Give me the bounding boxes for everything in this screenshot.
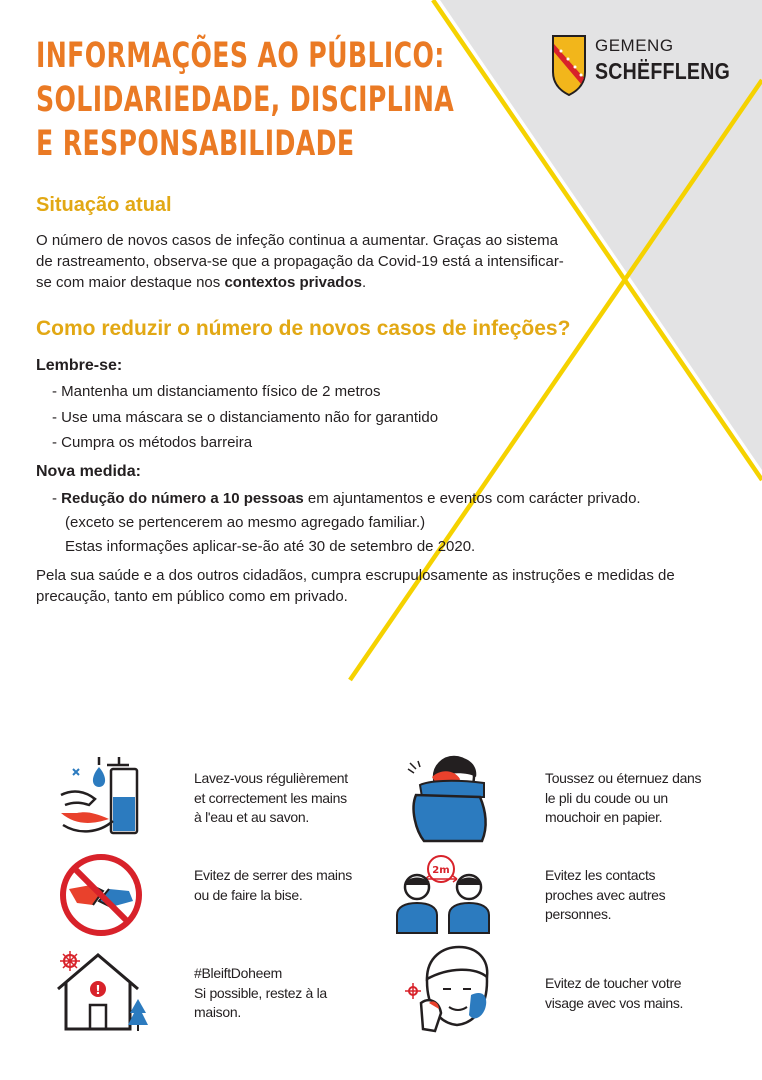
stay-home-icon bbox=[52, 947, 152, 1037]
tip-line: ou de faire la bise. bbox=[194, 886, 303, 903]
logo-line-1: GEMENG bbox=[595, 36, 674, 55]
tip-line: #BleiftDoheem bbox=[194, 965, 282, 981]
page-title bbox=[36, 34, 455, 166]
distance-icon bbox=[395, 851, 495, 941]
new-measure-validity: Estas informações aplicar-se-ão até 30 de setembro de 2020. bbox=[65, 538, 476, 555]
title-line-1: INFORMAÇÕES AO PÚBLICO: bbox=[36, 36, 445, 76]
tip-line: Evitez de toucher votre bbox=[545, 975, 682, 991]
tip-line: Evitez de serrer des mains bbox=[194, 867, 352, 883]
municipality-logo bbox=[551, 34, 741, 96]
elbow-sneeze-icon bbox=[400, 755, 500, 845]
situation-text: O número de novos casos de infeção continua a aumentar. Graças ao sistema de rastreamento, observa-se que a propagação da Covid-19 está a intensificar-se com maior destaque nos bbox=[36, 232, 564, 291]
title-line-3: E RESPONSABILIDADE bbox=[36, 124, 355, 164]
tip-line: Evitez les contacts bbox=[545, 867, 656, 883]
list-item: - Mantenha um distanciamento físico de 2 metros bbox=[52, 379, 438, 405]
tip-text bbox=[194, 866, 352, 905]
tip-line: personnes. bbox=[545, 906, 612, 922]
no-handshake-icon bbox=[55, 851, 155, 941]
coat-of-arms-icon bbox=[551, 34, 587, 96]
hand-washing-icon bbox=[55, 755, 155, 845]
tip-line: Lavez-vous régulièrement bbox=[194, 770, 348, 786]
reduce-heading: Como reduzir o número de novos casos de infeções? bbox=[36, 317, 571, 340]
tip-line: proches avec autres bbox=[545, 886, 666, 903]
new-measure-rest: em ajuntamentos e eventos com carácter privado. bbox=[303, 490, 641, 507]
new-measure-bold: Redução do número a 10 pessoas bbox=[61, 490, 304, 507]
situation-paragraph bbox=[36, 230, 576, 293]
svg-text:!: ! bbox=[95, 983, 101, 997]
tip-line: et correctement les mains bbox=[194, 789, 347, 806]
situation-heading: Situação atual bbox=[36, 194, 172, 216]
tip-line: le pli du coude ou un bbox=[545, 789, 668, 806]
title-line-2: SOLIDARIEDADE, DISCIPLINA bbox=[36, 80, 455, 120]
tip-text bbox=[545, 866, 665, 925]
new-measure-block bbox=[52, 487, 752, 559]
tip-text bbox=[194, 964, 327, 1023]
new-measure-label: Nova medida: bbox=[36, 463, 141, 480]
no-face-touch-icon bbox=[405, 945, 505, 1035]
tip-text bbox=[545, 769, 701, 828]
new-measure-item: - Redução do número a 10 pessoas em ajuntamentos e eventos com carácter privado. bbox=[52, 490, 641, 507]
tip-line: Si possible, restez à la bbox=[194, 984, 327, 1001]
logo-line-2: SCHËFFLENG bbox=[595, 58, 731, 84]
new-measure-note: (exceto se pertencerem ao mesmo agregado familiar.) bbox=[65, 514, 426, 531]
remember-label: Lembre-se: bbox=[36, 357, 123, 374]
tip-line: à l'eau et au savon. bbox=[194, 809, 309, 825]
list-item: - Cumpra os métodos barreira bbox=[52, 430, 438, 456]
list-item: - Use uma máscara se o distanciamento não for garantido bbox=[52, 405, 438, 431]
situation-bold-text: contextos privados bbox=[224, 274, 362, 291]
tip-text bbox=[194, 769, 348, 828]
tip-line: mouchoir en papier. bbox=[545, 809, 663, 825]
distance-label: 2m bbox=[432, 865, 450, 876]
tip-line: Toussez ou éternuez dans bbox=[545, 770, 702, 786]
remember-list bbox=[52, 379, 438, 456]
closing-paragraph: Pela sua saúde e a dos outros cidadãos, cumpra escrupulosamente as instruções e medidas de precaução, tanto em público como em privado. bbox=[36, 567, 675, 605]
situation-text-end: . bbox=[361, 274, 367, 291]
tip-line: maison. bbox=[194, 1004, 241, 1020]
tip-text bbox=[545, 974, 683, 1013]
tip-line: visage avec vos mains. bbox=[545, 994, 684, 1011]
